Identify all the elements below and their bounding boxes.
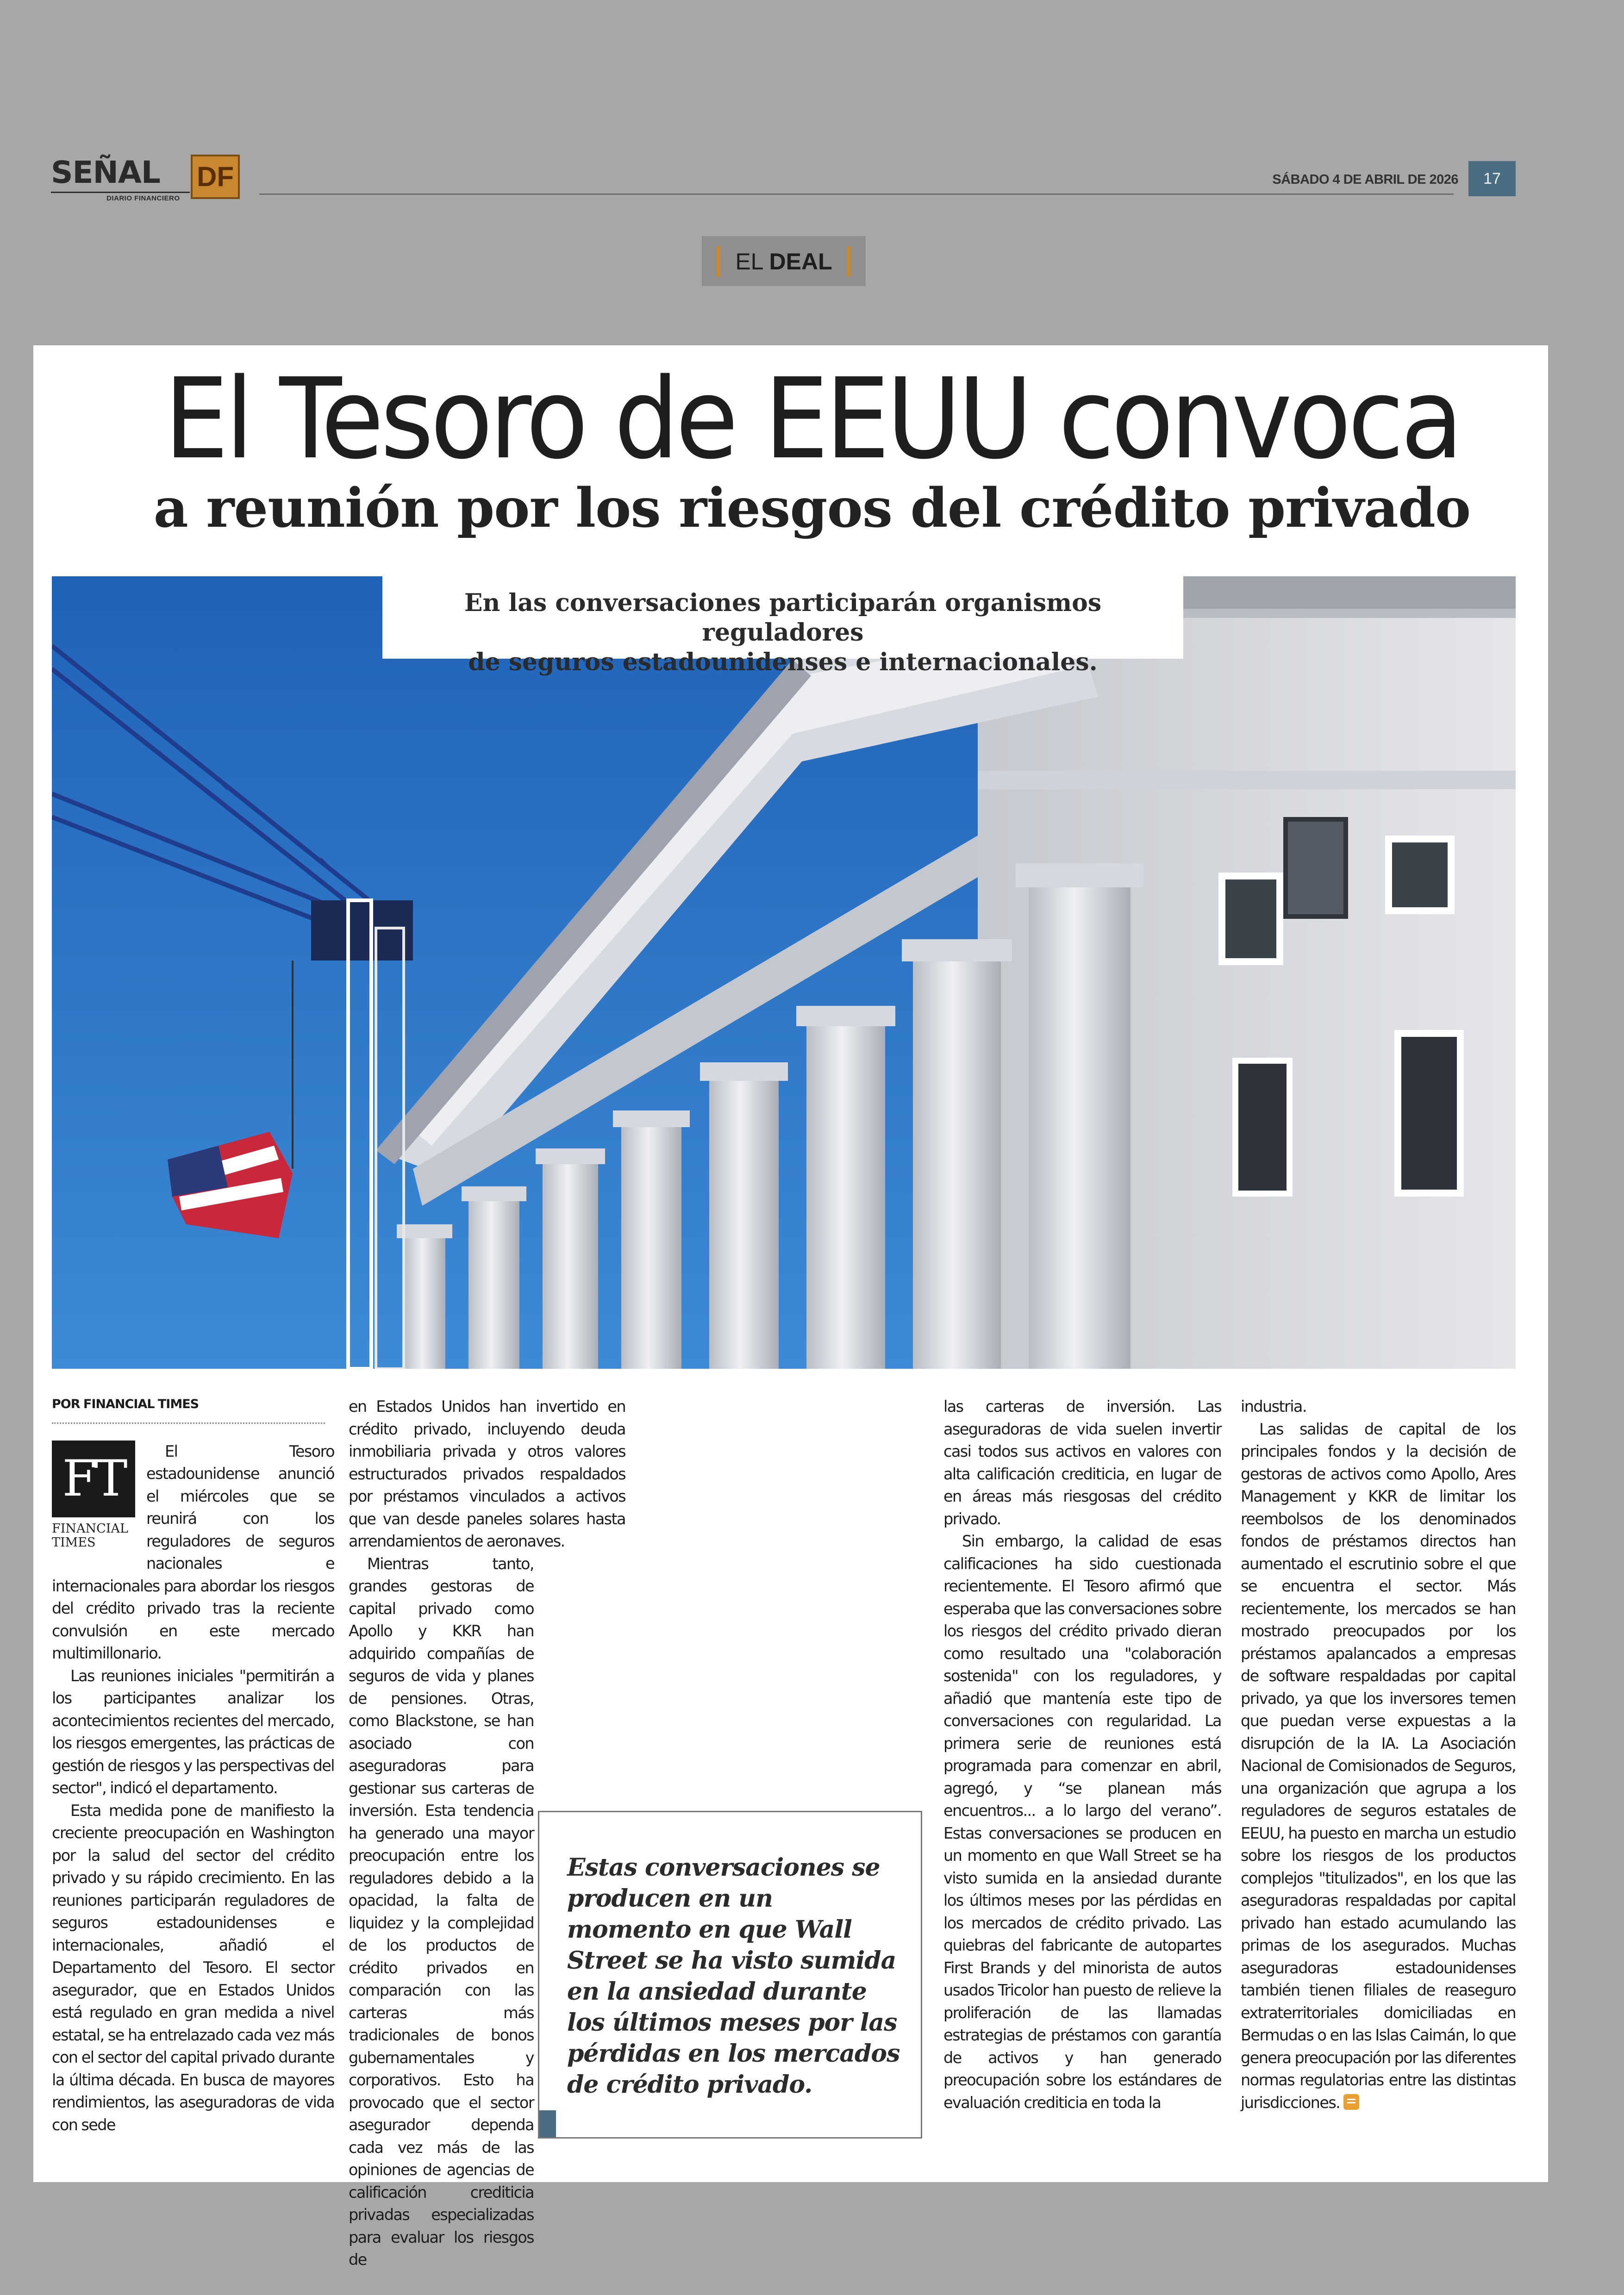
masthead-logo <box>51 153 245 204</box>
column-4 <box>1241 1396 1516 2114</box>
section-prefix: EL <box>735 249 763 274</box>
pull-quote-marker <box>539 2110 556 2137</box>
ft-logo-mark: FT <box>52 1441 135 1517</box>
article-deck <box>382 576 1183 676</box>
paragraph-text: Las salidas de capital de los principales fondos y la decisión de gestoras de activos como Apollo, Ares Management y KKR de limitar los reembolsos de los denominados fondos de préstamos directos han aumentado el escrutinio sobre el que se encuentra el sector. Más recientemente, los mercados se han mostrado preocupados por los préstamos apalancados a empresas de software respaldadas por capital privado, ya que los inversores temen que puedan verse expuestas a la disrupción de la IA. La Asociación Nacional de Comisionados de Seguros, una organización que agrupa a los reguladores de seguros estatales de EEUU, ha puesto en marcha un estudio sobre los riesgos de los productos complejos "titulizados", en los que las aseguradoras respaldadas por capital privado han estado acumulando las primas de los asegurados. Muchas aseguradoras estadounidenses también tienen filiales de reaseguro extraterritoriales domiciliadas en Bermudas o en las Islas Caimán, lo que genera preocupación por las diferentes normas regulatorias entre las distintas jurisdicciones. <box>1241 1420 1516 2112</box>
header-rule <box>259 193 1454 195</box>
deck-line-1: En las conversaciones participarán organismos reguladores <box>464 589 1102 647</box>
paragraph: Esta medida pone de manifiesto la creciente preocupación en Washington por la salud del sector del crédito privado y su rápido crecimiento. En las reuniones participarán reguladores de seguros estadounidenses e internacionales, añadió el Departamento del Tesoro. El sector asegurador, que en Estados Unidos está regulado en gran medida a nivel estatal, se ha entrelazado cada vez más con el sector del capital privado durante la última década. En busca de mayores rendimientos, las aseguradoras de vida con sede <box>52 1801 334 2134</box>
paragraph <box>1241 1418 1516 2114</box>
column-1 <box>52 1393 334 2136</box>
section-name: DEAL <box>769 249 832 274</box>
issue-date: SÁBADO 4 DE ABRIL DE 2026 <box>1272 172 1458 187</box>
section-tag-label <box>702 248 866 275</box>
article-photo <box>52 576 1516 1369</box>
paragraph: Sin embargo, la calidad de esas calificaciones ha sido cuestionada recientemente. El Tesoro afirmó que esperaba que las conversaciones sobre los riesgos del crédito privado dieran como resultado una "colaboración sostenida" con los reguladores, y añadió que mantenía este tipo de conversaciones con regularidad. La primera serie de reuniones está programada para comenzar en abril, agregó, y “se planean más encuentros... a lo largo del verano”. Estas conversaciones se producen en un momento en que Wall Street se ha visto sumida en la ansiedad durante los últimos meses por las pérdidas en los mercados de crédito privado. Las quiebras del fabricante de autopartes First Brands y del minorista de autos usados Tricolor han puesto de relieve la proliferación de las llamadas estrategias de préstamos con garantía de activos y han generado preocupación sobre los estándares de evaluación crediticia en toda la <box>943 1532 1221 2112</box>
end-of-article-icon <box>1343 2094 1359 2110</box>
section-tag-bar-right <box>847 246 851 277</box>
pull-quote <box>538 1811 922 2139</box>
logo-underline <box>51 192 190 193</box>
deck-line-2: de seguros estadounidenses e internacionales. <box>468 648 1098 676</box>
column-3 <box>943 1396 1221 2114</box>
section-tag <box>702 236 866 286</box>
headline-line-2: a reunión por los riesgos del crédito privado <box>153 477 1471 540</box>
paragraph: las carteras de inversión. Las aseguradoras de vida suelen invertir casi todos sus activos en valores con alta calificación crediticia, en lugar de en áreas más riesgosas del crédito privado. <box>943 1397 1221 1528</box>
logo-wordmark: SEÑAL <box>51 155 160 190</box>
ft-caption-1: FINANCIAL <box>52 1521 128 1536</box>
ft-caption-2: TIMES <box>52 1535 96 1550</box>
byline: POR FINANCIAL TIMES <box>52 1393 325 1424</box>
paragraph: Las reuniones iniciales "permitirán a los participantes analizar los acontecimientos recientes del mercado, los riesgos emergentes, las prácticas de gestión de riesgos y las perspectivas del sector", indicó el departamento. <box>52 1666 334 1797</box>
treasury-building-illustration <box>52 576 1516 1369</box>
ft-logo <box>52 1441 140 1556</box>
paragraph: en Estados Unidos han invertido en crédito privado, incluyendo deuda inmobiliaria privada y otros valores estructurados privados respaldados por préstamos vinculados a activos que van desde paneles solares hasta arrendamientos de aeronaves. <box>349 1397 625 1550</box>
paragraph: El Tesoro estadounidense anunció el miércoles que se reunirá con los reguladores de seguros nacionales e internacionales para abordar los riesgos del crédito privado tras la reciente convulsión en este mercado multimillonario. <box>52 1442 334 1662</box>
page-number: 17 <box>1468 161 1516 196</box>
logo-badge: DF <box>191 155 240 199</box>
logo-subtitle: DIARIO FINANCIERO <box>106 194 180 202</box>
paragraph: Mientras tanto, grandes gestoras de capital privado como Apollo y KKR han adquirido compañías de seguros de vida y planes de pensiones. Otras, como Blackstone, se han asociado con aseguradoras para gestionar sus carteras de inversión. Esta tendencia ha generado una mayor preocupación entre los reguladores debido a la opacidad, la falta de liquidez y la complejidad de los productos de crédito privados en comparación con las carteras más tradicionales de bonos gubernamentales y corporativos. Esto ha provocado que el sector asegurador dependa cada vez más de las opiniones de agencias de calificación crediticia privadas especializadas para evaluar los riesgos de <box>349 1554 534 2269</box>
paragraph: industria. <box>1241 1397 1306 1416</box>
pull-quote-text: Estas conversaciones se producen en un momento en que Wall Street se ha visto sumida en la ansiedad durante los últimos meses por las pérdidas en los mercados de crédito privado. <box>567 1853 900 2099</box>
headline-line-1: El Tesoro de EEUU convoca <box>164 354 1460 484</box>
